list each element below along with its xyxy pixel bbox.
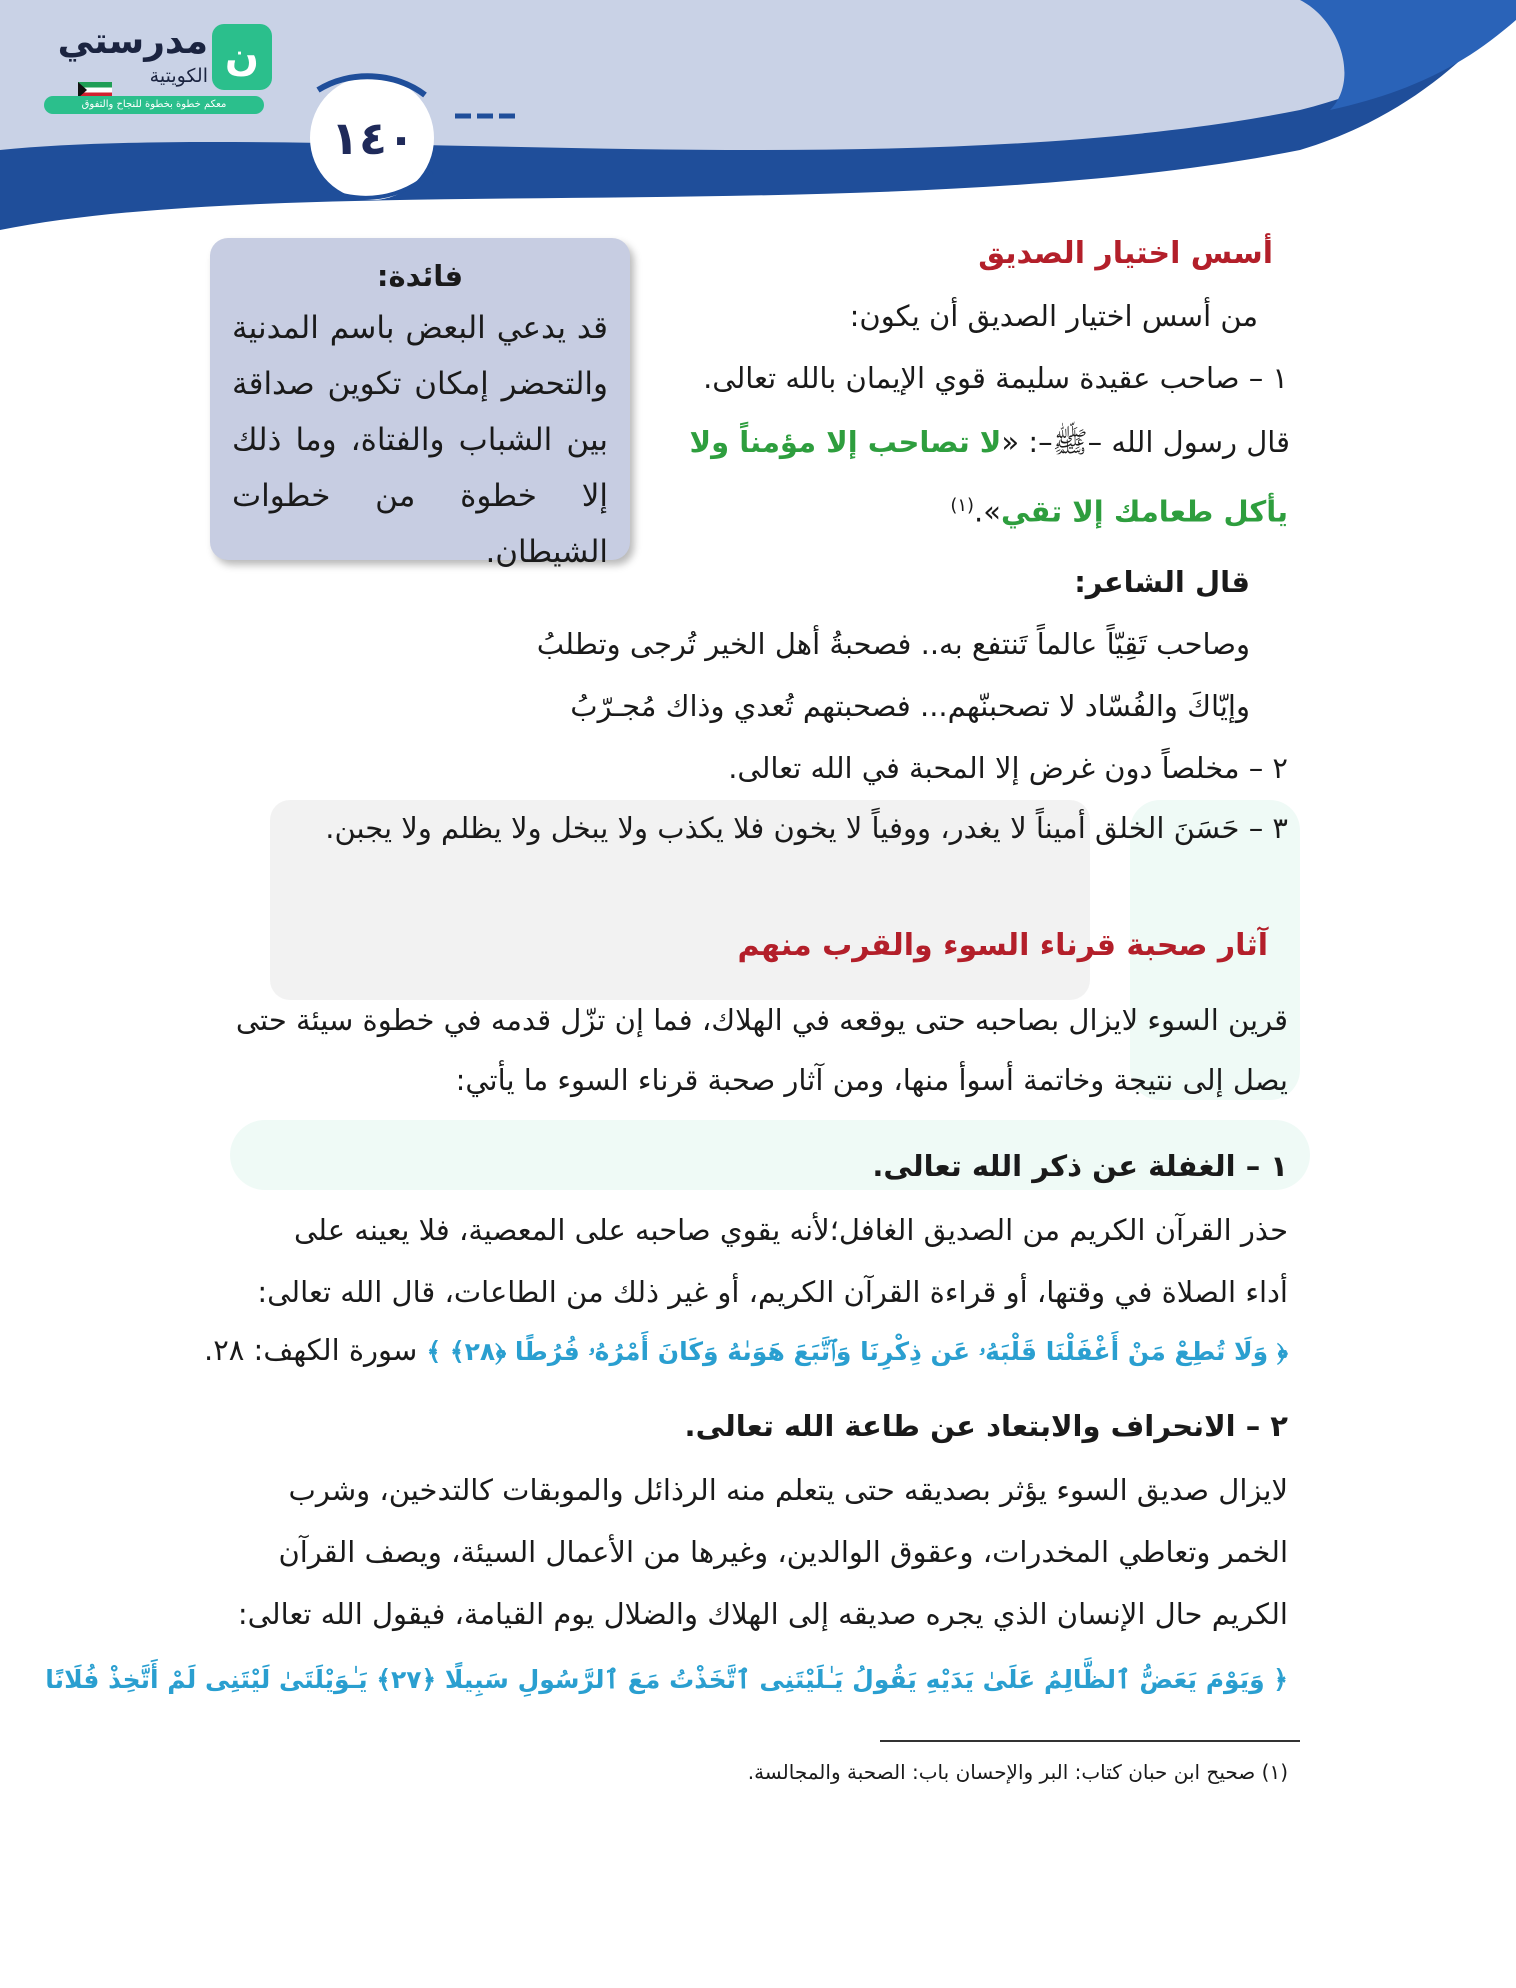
footnote-divider: [880, 1740, 1300, 1742]
footnote: (١) صحيح ابن حبان كتاب: البر والإحسان باب: الصحبة والمجالسة.: [747, 1760, 1288, 1784]
hadith-line1: [690, 412, 1291, 472]
sub2-title: ٢ – الانحراف والابتعاد عن طاعة الله تعالى.: [684, 1409, 1288, 1443]
hadith-line2: [950, 476, 1288, 542]
sub1-title: ١ – الغفلة عن ذكر الله تعالى.: [872, 1149, 1288, 1183]
section1-intro: من أسس اختيار الصديق أن يكون:: [849, 299, 1258, 333]
sub1-line1: حذر القرآن الكريم من الصديق الغافل؛لأنه يقوي صاحبه على المعصية، فلا يعينه على: [293, 1213, 1288, 1247]
verse-furqan: ﴿ وَيَوْمَ يَعَضُّ ٱلظَّالِمُ عَلَىٰ يَدَيْهِ يَقُولُ يَـٰلَيْتَنِى ٱتَّخَذْتُ مَعَ ٱلرَّسُولِ سَبِيلًا ﴿٢٧﴾ يَـٰوَيْلَتَىٰ لَيْتَنِى لَمْ أَتَّخِذْ فُلَانًا: [45, 1665, 1288, 1694]
hadith-prefix: قال رسول الله –ﷺ–: «: [1001, 425, 1290, 459]
poem-verse-1: وصاحب تَقِيّاً عالماً تَنتفع به.. فصحبةُ أهل الخير تُرجى وتطلبُ: [536, 627, 1250, 661]
section1-item2: ٢ – مخلصاً دون غرض إلا المحبة في الله تعالى.: [728, 751, 1288, 785]
note-box: [210, 238, 630, 570]
poem-verse-2: وإيّاكَ والفُسّاد لا تصحبنّهم... فصحبتهم تُعدي وذاك مُجـرّبُ: [570, 689, 1250, 723]
section2-para-line1: قرين السوء لايزال بصاحبه حتى يوقعه في الهلاك، فما إن تزّل قدمه في خطوة سيئة حتى: [235, 1003, 1288, 1037]
hadith-text-1: لا تصاحب إلا مؤمناً ولا: [689, 425, 1002, 459]
verse-kahf: ﴿ وَلَا تُطِعْ مَنْ أَغْفَلْنَا قَلْبَهُۥ عَن ذِكْرِنَا وَٱتَّبَعَ هَوَىٰهُ وَكَانَ أَمْرُهُۥ فُرُطًا ﴿٢٨﴾ ﴾: [426, 1337, 1288, 1366]
hadith-text-2: يأكل طعامك إلا تقي: [1001, 494, 1288, 529]
note-body: قد يدعي البعض باسم المدنية والتحضر إمكان تكوين صداقة بين الشباب والفتاة، وما ذلك إلا خطوة من خطوات الشيطان.: [232, 310, 608, 570]
section-title-friend-basis: أسس اختيار الصديق: [978, 236, 1273, 271]
page-number: ١٤٠: [330, 111, 416, 165]
verse-furqan-line: [45, 1648, 1288, 1710]
section-title-bad-company: آثار صحبة قرناء السوء والقرب منهم: [737, 928, 1268, 963]
hadith-footnote-ref: (١): [950, 495, 975, 516]
section1-item3: ٣ – حَسَنَ الخلق أميناً لا يغدر، ووفياً لا يخون فلا يكذب ولا يبخل ولا يظلم ولا يجبن.: [325, 811, 1288, 845]
logo-name: مدرستي: [57, 21, 208, 62]
hadith-suffix: ».: [974, 494, 1002, 529]
section2-para-line2: يصل إلى نتيجة وخاتمة أسوأ منها، ومن آثار صحبة قرناء السوء ما يأتي:: [455, 1063, 1288, 1097]
sub2-line2: الخمر وتعاطي المخدرات، وعقوق الوالدين، وغيرها من الأعمال السيئة، ويصف القرآن: [278, 1535, 1288, 1569]
poet-label: قال الشاعر:: [1074, 565, 1250, 599]
logo-tagline: معكم خطوة بخطوة للنجاح والتفوق: [44, 96, 264, 114]
verse-kahf-ref: سورة الكهف: ٢٨.: [203, 1333, 418, 1367]
sub1-line2: أداء الصلاة في وقتها، أو قراءة القرآن الكريم، أو غير ذلك من الطاعات، قال الله تعالى:: [257, 1275, 1288, 1309]
sub2-line1: لايزال صديق السوء يؤثر بصديقه حتى يتعلم منه الرذائل والموبقات كالتدخين، وشرب: [288, 1473, 1288, 1507]
site-logo[interactable]: [36, 20, 276, 116]
page-header: [0, 0, 1516, 240]
verse-kahf-line: [204, 1320, 1288, 1382]
logo-icon: ن: [212, 24, 272, 90]
logo-subtitle: الكويتية: [149, 65, 208, 87]
note-title: فائدة:: [376, 259, 464, 293]
sub2-line3: الكريم حال الإنسان الذي يجره صديقه إلى الهلاك والضلال يوم القيامة، فيقول الله تعالى:: [237, 1597, 1288, 1631]
section1-item1: ١ – صاحب عقيدة سليمة قوي الإيمان بالله تعالى.: [703, 361, 1288, 395]
